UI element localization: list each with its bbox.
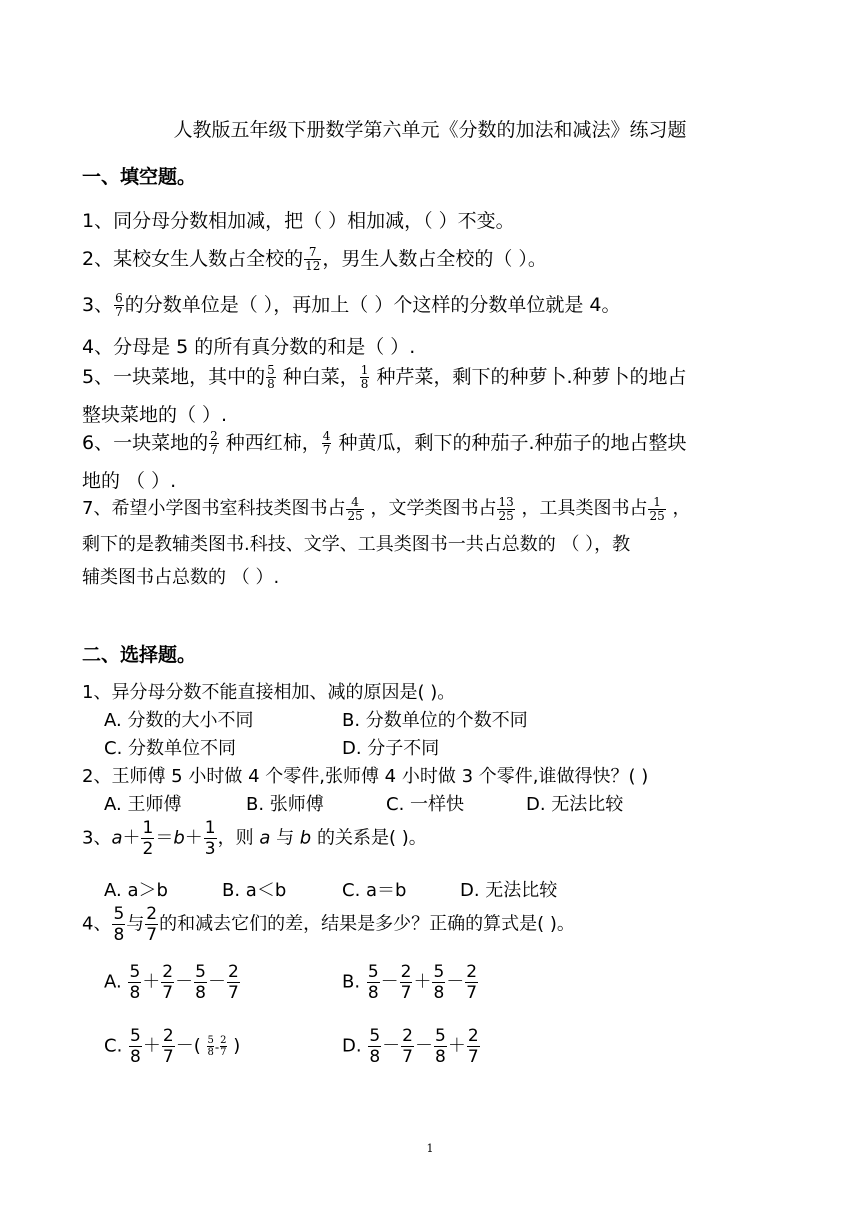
option-a: A. 分数的大小不同 bbox=[104, 710, 254, 731]
fraction: $\frac{1}{2}$ bbox=[142, 818, 154, 859]
variable-b: b bbox=[299, 827, 312, 849]
operator: － bbox=[414, 1035, 433, 1057]
operator: ＋ bbox=[447, 1035, 466, 1057]
question-text: 2、某校女生人数占全校的 bbox=[82, 248, 304, 270]
variable-a: a bbox=[111, 827, 123, 849]
option-c bbox=[104, 1026, 240, 1067]
fraction: $\frac{5}{8}$ bbox=[195, 962, 206, 1003]
option-c: C. 分数单位不同 bbox=[104, 738, 237, 759]
operator: ＋ bbox=[122, 827, 141, 849]
option-label: B. bbox=[342, 971, 361, 993]
question-text: 的关系是( )。 bbox=[311, 827, 427, 849]
operator: ＋ bbox=[184, 827, 203, 849]
question-2-1: 1、异分母分数不能直接相加、减的原因是( )。 bbox=[82, 682, 456, 703]
fraction: $\frac{2}{7}$ bbox=[402, 1026, 413, 1067]
fraction: $\frac{5}{8}$ bbox=[369, 1026, 381, 1067]
question-1-3 bbox=[82, 290, 620, 319]
fraction: $\frac{5}{8}$ bbox=[129, 962, 141, 1003]
fraction: $\frac{2}{7}$ bbox=[220, 1035, 227, 1058]
option-c: C. 一样快 bbox=[386, 794, 465, 815]
fraction: $\frac{4}{7}$ bbox=[322, 429, 331, 457]
fraction: $\frac{2}{7}$ bbox=[162, 1026, 174, 1067]
option-label: C. bbox=[104, 1035, 123, 1057]
fraction: $\frac{13}{25}$ bbox=[498, 494, 514, 523]
operator: - bbox=[214, 1040, 220, 1055]
question-text: 的分数单位是（ ），再加上（ ）个这样的分数单位就是 4。 bbox=[124, 294, 621, 316]
question-text: 5、一块菜地，其中的 bbox=[82, 366, 266, 388]
operator: ＋ bbox=[142, 971, 161, 993]
fraction: $\frac{2}{7}$ bbox=[146, 904, 158, 945]
operator: － bbox=[175, 1035, 194, 1057]
question-text: 种芹菜，剩下的种萝卜.种萝卜的地占 bbox=[370, 366, 687, 388]
fraction: $\frac{2}{7}$ bbox=[227, 962, 239, 1003]
fraction: $\frac{5}{8}$ bbox=[130, 1026, 141, 1067]
option-a: A. 王师傅 bbox=[104, 794, 182, 815]
question-text: ，文学类图书占 bbox=[364, 498, 497, 519]
page-title: 人教版五年级下册数学第六单元《分数的加法和减法》练习题 bbox=[173, 119, 687, 141]
section-heading-choice: 二、选择题。 bbox=[82, 644, 197, 666]
fraction: $\frac{5}{8}$ bbox=[207, 1035, 214, 1058]
fraction: $\frac{2}{7}$ bbox=[466, 962, 478, 1003]
operator: ＝ bbox=[155, 827, 174, 849]
question-text: 6、一块菜地的 bbox=[82, 432, 209, 454]
question-1-7-line2: 剩下的是教辅类图书.科技、文学、工具类图书一共占总数的 （ ），教 bbox=[82, 534, 631, 555]
question-1-5-line2: 整块菜地的（ ）. bbox=[82, 404, 228, 426]
option-b: B. 分数单位的个数不同 bbox=[342, 710, 528, 731]
question-text: 3、 bbox=[82, 294, 114, 316]
question-text: 4、 bbox=[82, 913, 112, 935]
question-1-7 bbox=[82, 494, 691, 523]
operator: ＋ bbox=[142, 1035, 161, 1057]
fraction: $\frac{5}{8}$ bbox=[433, 962, 445, 1003]
question-text: ，男生人数占全校的（ ）。 bbox=[322, 248, 547, 270]
operator: － bbox=[446, 971, 465, 993]
variable-b: b bbox=[173, 827, 185, 849]
fraction: $\frac{5}{8}$ bbox=[367, 962, 379, 1003]
option-label: A. bbox=[104, 971, 122, 993]
option-label: D. bbox=[342, 1035, 362, 1057]
operator: ＋ bbox=[413, 971, 432, 993]
option-a: A. a＞b bbox=[104, 880, 168, 901]
question-text: 7、希望小学图书室科技类图书占 bbox=[82, 498, 346, 519]
fraction: $\frac{5}{8}$ bbox=[267, 363, 275, 391]
question-1-6-line2: 地的 （ ）. bbox=[82, 470, 177, 492]
question-2-3 bbox=[82, 818, 427, 859]
question-text: 种白菜， bbox=[276, 366, 359, 388]
question-text: 种西红柿， bbox=[219, 432, 321, 454]
question-text: ，则 bbox=[217, 827, 260, 849]
question-2-4 bbox=[82, 904, 575, 945]
question-text: ， bbox=[666, 498, 691, 519]
option-b: B. 张师傅 bbox=[246, 794, 324, 815]
fraction: $\frac{4}{25}$ bbox=[347, 494, 363, 523]
question-1-5 bbox=[82, 362, 687, 391]
fraction: $\frac{2}{7}$ bbox=[162, 962, 174, 1003]
fraction: $\frac{1}{25}$ bbox=[649, 494, 665, 523]
fraction: $\frac{2}{7}$ bbox=[400, 962, 412, 1003]
option-d bbox=[342, 1026, 481, 1067]
option-c: C. a＝b bbox=[342, 880, 407, 901]
option-b bbox=[342, 962, 479, 1003]
section-heading-fill-blank: 一、填空题。 bbox=[82, 166, 197, 188]
fraction: $\frac{2}{7}$ bbox=[210, 429, 218, 457]
question-text: 3、 bbox=[82, 827, 112, 849]
option-d: D. 无法比较 bbox=[460, 880, 558, 901]
option-d: D. 无法比较 bbox=[526, 794, 624, 815]
page-number: 1 bbox=[426, 1142, 434, 1155]
paren: ( bbox=[193, 1035, 201, 1057]
operator: － bbox=[175, 971, 194, 993]
operator: － bbox=[207, 971, 226, 993]
question-1-2 bbox=[82, 244, 547, 273]
fraction: $\frac{1}{8}$ bbox=[360, 363, 369, 391]
question-1-7-line3: 辅类图书占总数的 （ ）. bbox=[82, 567, 280, 588]
option-d: D. 分子不同 bbox=[342, 738, 440, 759]
question-1-4: 4、分母是 5 的所有真分数的和是（ ）. bbox=[82, 336, 416, 358]
operator: － bbox=[380, 971, 399, 993]
fraction: $\frac{5}{8}$ bbox=[113, 904, 125, 945]
question-text: 与 bbox=[126, 913, 145, 935]
option-a bbox=[104, 962, 241, 1003]
fraction: $\frac{2}{7}$ bbox=[467, 1026, 479, 1067]
option-b: B. a＜b bbox=[222, 880, 287, 901]
fraction: $\frac{1}{3}$ bbox=[204, 818, 216, 859]
fraction: $\frac{5}{8}$ bbox=[434, 1026, 446, 1067]
question-2-2: 2、王师傅 5 小时做 4 个零件,张师傅 4 小时做 3 个零件,谁做得快？( ) bbox=[82, 766, 649, 787]
paren: ) bbox=[233, 1035, 241, 1057]
fraction: $\frac{6}{7}$ bbox=[115, 291, 123, 319]
question-text: 种黄瓜，剩下的种茄子.种茄子的地占整块 bbox=[332, 432, 687, 454]
question-text: 与 bbox=[270, 827, 300, 849]
fraction: $\frac{7}{12}$ bbox=[305, 245, 321, 273]
question-1-6 bbox=[82, 428, 687, 457]
question-1-1: 1、同分母分数相加减，把（ ）相加减，（ ）不变。 bbox=[82, 210, 515, 232]
variable-a: a bbox=[259, 827, 271, 849]
question-text: 的和减去它们的差，结果是多少？正确的算式是( )。 bbox=[159, 913, 575, 935]
question-text: ，工具类图书占 bbox=[515, 498, 648, 519]
operator: － bbox=[382, 1035, 401, 1057]
